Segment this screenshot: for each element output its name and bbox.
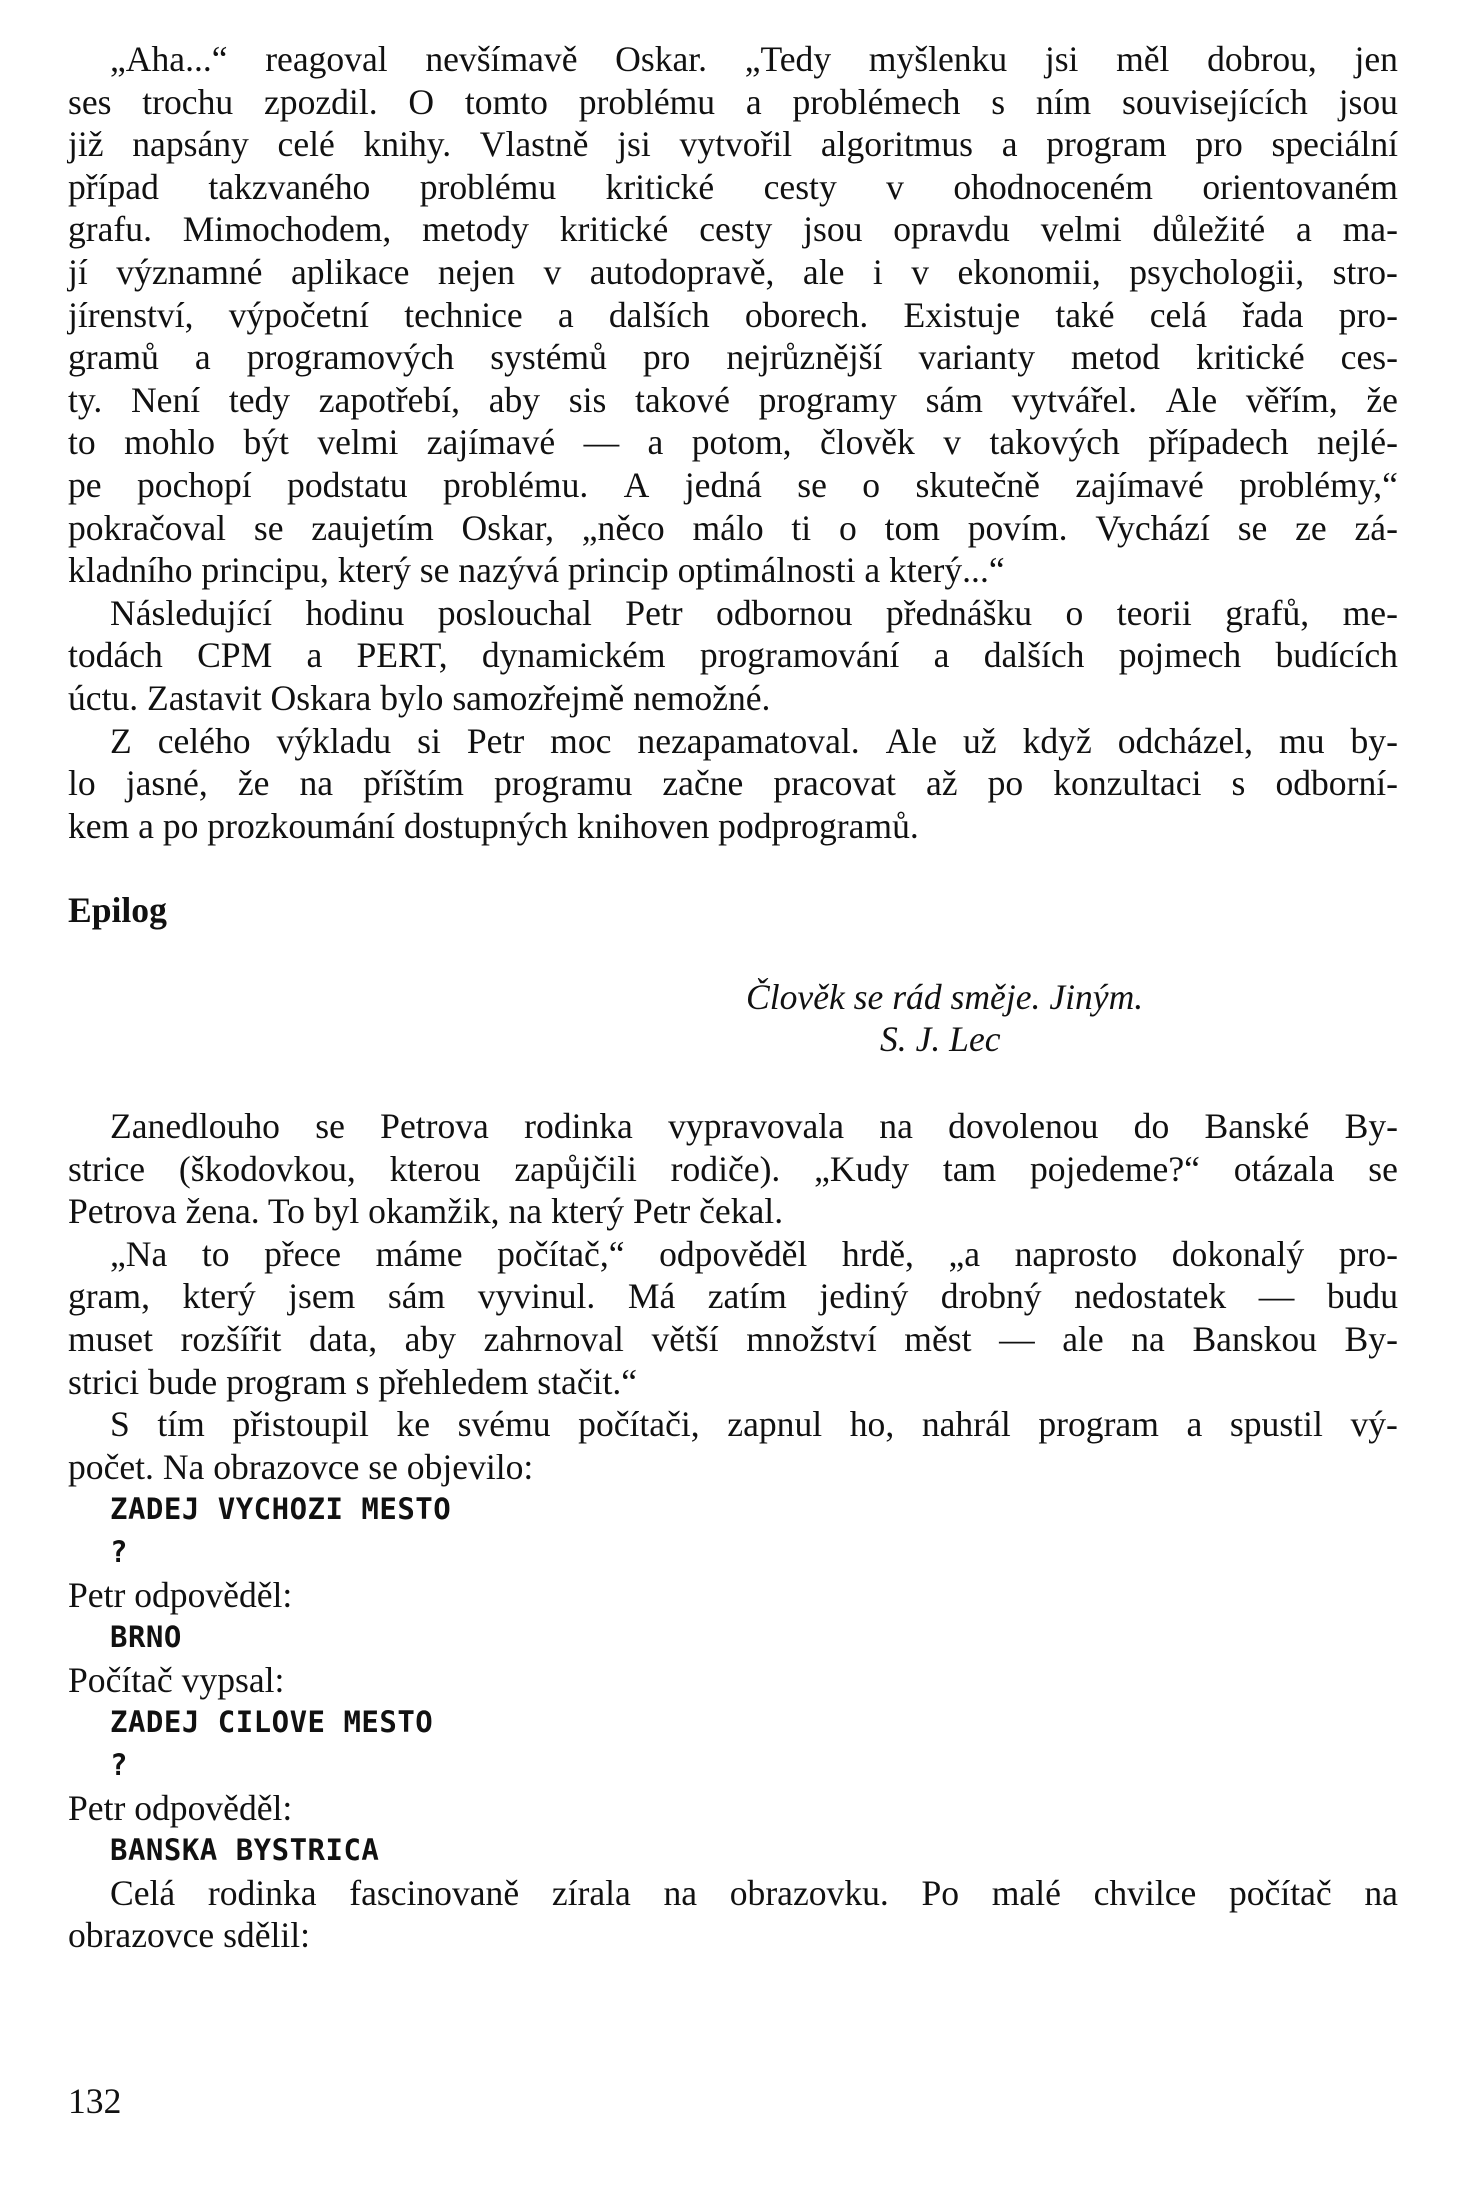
text-line: úctu. Zastavit Oskara bylo samozřejmě nemožné. <box>68 677 771 718</box>
screen-output-line: ZADEJ CILOVE MESTO <box>110 1705 434 1740</box>
text-line: „Aha...“ reagoval nevšímavě Oskar. „Tedy myšlenku jsi měl dobrou, jen <box>110 39 1398 79</box>
text-line: kem a po prozkoumání dostupných knihoven podprogramů. <box>68 805 919 846</box>
text-line: lo jasné, že na příštím programu začne pracovat až po konzultaci s odborní- <box>68 763 1398 804</box>
text-line: počet. Na obrazovce se objevilo: <box>68 1446 534 1487</box>
text-line: Celá rodinka fascinovaně zírala na obrazovku. Po malé chvilce počítač na <box>110 1872 1398 1913</box>
screen-output-line: ZADEJ VYCHOZI MESTO <box>110 1492 452 1527</box>
text-line: již napsány celé knihy. Vlastně jsi vytvořil algoritmus a program pro speciální <box>68 124 1398 165</box>
text-line: S tím přistoupil ke svému počítači, zapnul ho, nahrál program a spustil vý- <box>110 1404 1398 1445</box>
screen-output-line: ? <box>110 1535 128 1569</box>
text-line: jí významné aplikace nejen v autodopravě, ale i v ekonomii, psychologii, stro- <box>68 251 1398 292</box>
epilog-text <box>68 1105 1398 1488</box>
page-number: 132 <box>68 2081 122 2121</box>
text-line: strice (škodovkou, kterou zapůjčili rodiče). „Kudy tam pojedeme?“ otázala se <box>68 1148 1398 1189</box>
epigraph-quote <box>68 976 1398 1019</box>
page-body <box>68 38 1398 1957</box>
text-line: todách CPM a PERT, dynamickém programování a dalších pojmech budících <box>68 635 1398 676</box>
narration-line: Petr odpověděl: <box>68 1787 293 1828</box>
text-line: obrazovce sdělil: <box>68 1915 311 1956</box>
screen-output-line: ? <box>110 1747 128 1782</box>
chapter-text <box>68 38 1398 847</box>
text-line: Zanedlouho se Petrova rodinka vypravovala na dovolenou do Banské By- <box>110 1106 1398 1147</box>
text-line: ty. Není tedy zapotřebí, aby sis takové programy sám vytvářel. Ale věřím, že <box>68 379 1398 420</box>
text-line: kladního principu, který se nazývá princip optimálnosti a který...“ <box>68 550 1005 591</box>
text-line: to mohlo být velmi zajímavé — a potom, člověk v takových případech nejlé- <box>68 422 1398 463</box>
text-line: jírenství, výpočetní technice a dalších oborech. Existuje také celá řada pro- <box>68 294 1398 335</box>
screen-input-line: BANSKA BYSTRICA <box>110 1833 380 1868</box>
epigraph-author <box>68 1018 1398 1061</box>
screen-input-line: BRNO <box>110 1620 182 1655</box>
text-line: strici bude program s přehledem stačit.“ <box>68 1361 638 1402</box>
text-line: Následující hodinu poslouchal Petr odbornou přednášku o teorii grafů, me- <box>110 592 1398 633</box>
epigraph-author-text: S. J. Lec <box>880 1019 1001 1060</box>
text-line: Z celého výkladu si Petr moc nezapamatoval. Ale už když odcházel, mu by- <box>110 720 1398 761</box>
text-line: grafu. Mimochodem, metody kritické cesty jsou opravdu velmi důležité a ma- <box>68 209 1398 250</box>
narration-line: Počítač vypsal: <box>68 1659 285 1700</box>
text-line: muset rozšířit data, aby zahrnoval větší množství měst — ale na Banskou By- <box>68 1319 1398 1360</box>
text-line: gram, který jsem sám vyvinul. Má zatím jediný drobný nedostatek — budu <box>68 1276 1398 1317</box>
text-line: Petrova žena. To byl okamžik, na který Petr čekal. <box>68 1191 784 1232</box>
text-line: ses trochu zpozdil. O tomto problému a problémech s ním souvisejících jsou <box>68 81 1398 122</box>
text-line: „Na to přece máme počítač,“ odpověděl hrdě, „a naprosto dokonalý pro- <box>110 1233 1398 1274</box>
narration-line: Petr odpověděl: <box>68 1574 293 1615</box>
epigraph-quote-text: Člověk se rád směje. Jiným. <box>746 976 1144 1017</box>
text-line: případ takzvaného problému kritické cesty v ohodnoceném orientovaném <box>68 166 1398 207</box>
text-line: pe pochopí podstatu problému. A jedná se o skutečně zajímavé problémy,“ <box>68 464 1398 505</box>
closing-paragraph <box>68 1872 1398 1957</box>
text-line: gramů a programových systémů pro nejrůznější varianty metod kritické ces- <box>68 337 1398 378</box>
section-heading: Epilog <box>68 890 167 931</box>
text-line: pokračoval se zaujetím Oskar, „něco málo ti o tom povím. Vychází se ze zá- <box>68 507 1398 548</box>
